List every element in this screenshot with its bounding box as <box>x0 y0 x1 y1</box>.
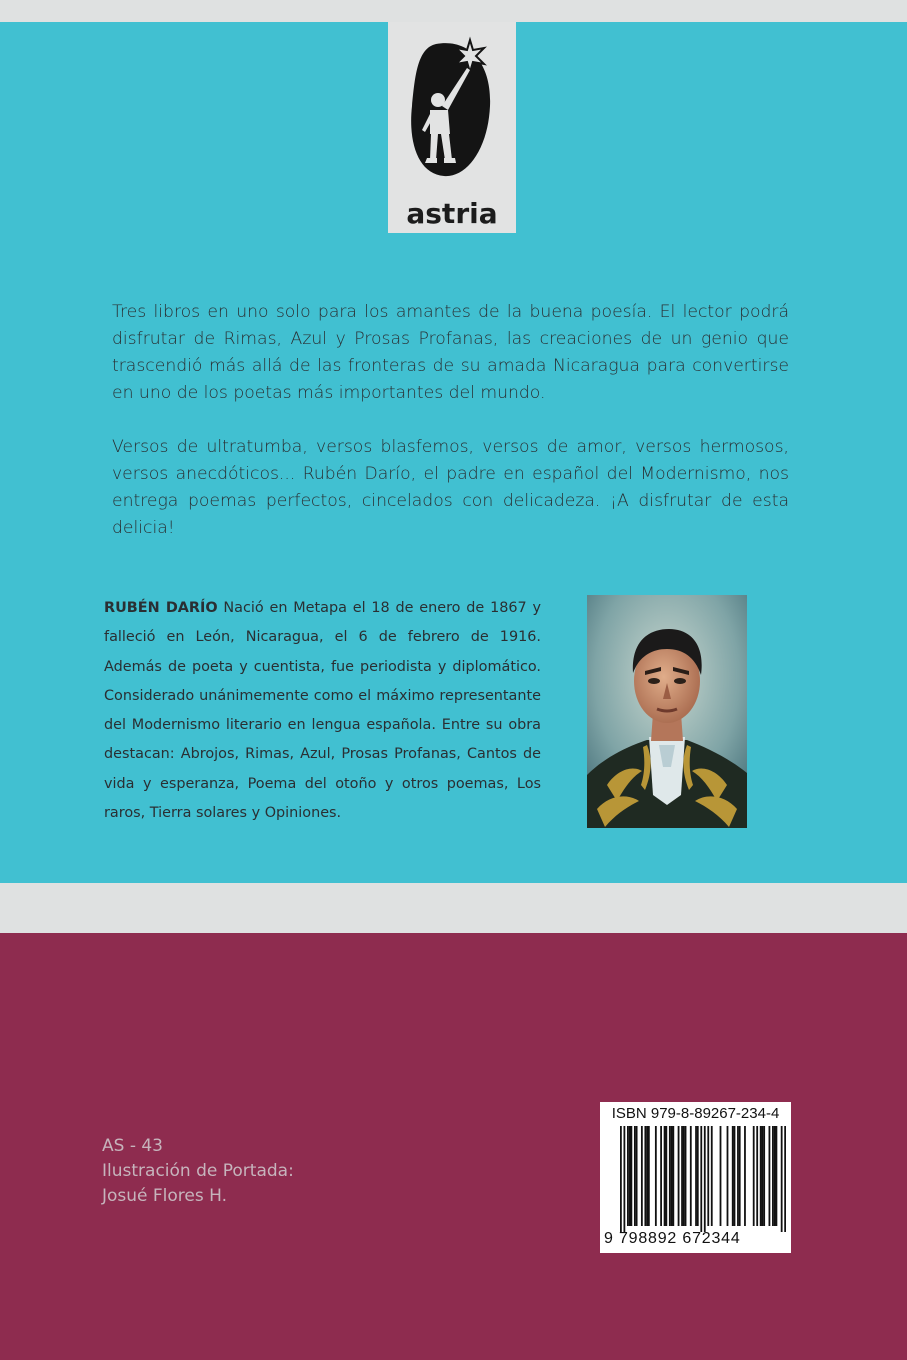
barcode-bar <box>753 1126 755 1226</box>
author-portrait <box>587 595 747 828</box>
barcode-bar <box>756 1126 758 1226</box>
barcode-bar <box>732 1126 734 1226</box>
barcode-bar <box>672 1126 674 1226</box>
barcode-bar <box>760 1126 762 1226</box>
isbn-barcode <box>600 1102 791 1253</box>
publisher-logo <box>388 22 516 233</box>
barcode-bar <box>711 1126 713 1226</box>
barcode-bar <box>690 1126 692 1226</box>
barcode-bar <box>700 1126 702 1232</box>
barcode-bar <box>630 1126 632 1226</box>
barcode-bar <box>641 1126 643 1226</box>
blurb-paragraph-1: Tres libros en uno solo para los amantes de la buena poesía. El lector podrá disfrutar de Rimas, Azul y Prosas Profanas, las creaciones de un genio que trascendió más allá de las fronteras de su amada Nicaragua para convertirse en uno de los poetas más importantes del mundo. <box>112 302 789 403</box>
barcode-bar <box>646 1126 648 1226</box>
barcode-bar <box>648 1126 650 1226</box>
barcode-bar <box>727 1126 729 1226</box>
barcode-bar <box>660 1126 662 1226</box>
barcode-bar <box>769 1126 771 1226</box>
barcode-bar <box>739 1126 741 1226</box>
publisher-emblem-icon <box>388 22 516 198</box>
author-name: RUBÉN DARÍO <box>104 600 218 616</box>
barcode-bar <box>623 1126 625 1232</box>
barcode-bar <box>669 1126 671 1226</box>
isbn-label: ISBN 979-8-89267-234-4 <box>611 1105 780 1122</box>
barcode-bar <box>744 1126 746 1226</box>
illustrator-name: Josué Flores H. <box>102 1186 228 1206</box>
author-bio <box>104 594 541 828</box>
barcode-bar <box>655 1126 657 1226</box>
cover-credits <box>102 1134 294 1209</box>
barcode-bar <box>707 1126 709 1226</box>
top-strip <box>0 0 907 22</box>
barcode-bar <box>784 1126 786 1232</box>
barcode-bar <box>681 1126 683 1226</box>
barcode-bar <box>636 1126 638 1226</box>
barcode-bar <box>629 1126 631 1226</box>
barcode-bar <box>734 1126 736 1226</box>
barcode-bar <box>664 1126 666 1226</box>
barcode-bar <box>665 1126 667 1226</box>
barcode-bar <box>671 1126 673 1226</box>
publisher-name: astria <box>406 197 498 230</box>
barcode-bar <box>620 1126 622 1232</box>
barcode-bar <box>644 1126 646 1226</box>
barcode-bar <box>683 1126 685 1226</box>
barcode-bar <box>781 1126 783 1232</box>
barcode-bar <box>697 1126 699 1226</box>
barcode-bar <box>737 1126 739 1226</box>
author-bio-text: Nació en Metapa el 18 de enero de 1867 y falleció en León, Nicaragua, el 6 de febrero de 1916. Además de poeta y cuentista, fue periodista y diplomático. Considerado unánimemente como el máximo representante del Modernismo literario en lengua española. Entre su obra destacan: Abrojos, Rimas, Azul, Prosas Profanas, Cantos de vida y esperanza, Poema del otoño y otros poemas, Los raros, Tierra solares y Opiniones. <box>104 600 541 822</box>
barcode-bar <box>762 1126 764 1226</box>
barcode-bar <box>634 1126 636 1226</box>
gray-band <box>0 883 907 933</box>
barcode-bar <box>763 1126 765 1226</box>
barcode-bar <box>774 1126 776 1226</box>
barcode-bar <box>695 1126 697 1226</box>
barcode-digits: 9 798892 672344 <box>604 1230 741 1247</box>
blurb-paragraph-2: Versos de ultratumba, versos blasfemos, versos de amor, versos hermosos, versos anecdóticos... Rubén Darío, el padre en español del Modernismo, nos entrega poemas perfectos, cincelados con delicadeza. ¡A disfrutar de esta delicia! <box>112 437 789 538</box>
barcode-bar <box>627 1126 629 1226</box>
barcode-bars-icon <box>620 1126 786 1232</box>
barcode-bar <box>772 1126 774 1226</box>
illustration-label: Ilustración de Portada: <box>102 1161 294 1181</box>
barcode-bar <box>776 1126 778 1226</box>
barcode-bar <box>685 1126 687 1226</box>
barcode-bar <box>720 1126 722 1226</box>
series-code: AS - 43 <box>102 1136 163 1156</box>
barcode-bar <box>678 1126 680 1226</box>
barcode-bar <box>704 1126 706 1232</box>
